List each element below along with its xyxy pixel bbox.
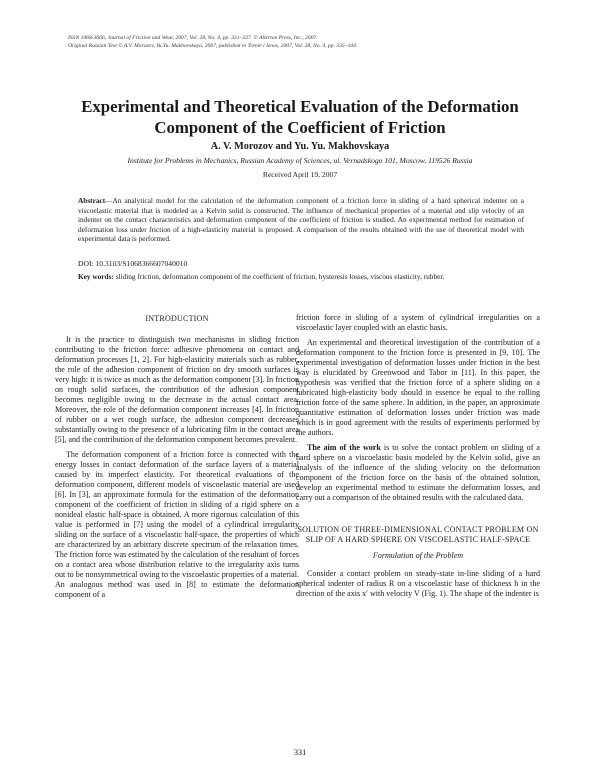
journal-header xyxy=(68,34,548,50)
paragraph: The deformation component of a friction force is connected with the energy losses in contact deformation of the surface layers of a material caused by its imperfect elasticity. For theoretical evaluations of the deformation component, different models of viscoelastic material are used [6]. In [3], an approximate formula for the estimation of the deformation component of the coefficient of friction in sliding of a rigid sphere on a nonideal elastic half-space is obtained. A more rigorous calculation of this value is performed in [7] using the model of a cylindrical irregularity sliding on the surface of a viscoelastic half-space, the properties of which are characterized by an arbitrary discrete spectrum of the relaxation times. The friction force was estimated by the calculation of the resultant of forces on a contact area whose distribution relative to the irregularity axis turns out to be nonsymmetrical owing to the viscoelastic properties of a material. An analogous method was used in [8] to estimate the deformation component of a xyxy=(55,450,299,599)
article-title: Experimental and Theoretical Evaluation of the Deformation Component of the Coefficient of Friction xyxy=(81,97,519,137)
paragraph: It is the practice to distinguish two mechanisms in sliding friction contributing to the friction force: adhesive phenomena on contact and deformation processes [1, 2]. For high-elasticity materials such as rubber, the role of the adhesion component of friction on dry smooth surfaces is very high: it is twice as much as the deformation component [3]. In friction on rough solid surfaces, the contribution of the adhesion component becomes negligible owing to the decrease in the actual contact area. Moreover, the role of the deformation component increases [4]. In friction of rubber on a wet rough surface, the adhesion component decreases substantially owing to the presence of a lubricating film in the contact area [5], and the contribution of the deformation component becomes prevalent. xyxy=(55,335,299,444)
abstract-label: Abstract xyxy=(78,196,106,205)
page-number: 331 xyxy=(293,748,307,757)
left-column xyxy=(55,314,299,600)
journal-header-line-2: Original Russian Text © A.V. Morozov, Yu.Yu. Makhovskaya, 2007, published in Trenie i Iznos, 2007, Vol. 28, No. 4, pp. 335–344. xyxy=(68,43,358,49)
doi: DOI: 10.3103/S1068366607040010 xyxy=(78,259,188,268)
paragraph: Consider a contact problem on steady-state in-line sliding of a hard spherical indenter of radius R on a viscoelastic base of thickness h in the direction of the axis x′ with velocity V (Fig. 1). The shape of the indenter is xyxy=(296,569,540,598)
aim-label: The aim of the work xyxy=(307,443,381,452)
paragraph-aim xyxy=(296,443,540,503)
author-affiliation: Institute for Problems in Mechanics, Russian Academy of Sciences, ul. Vernadskogo 101, Moscow, 119526 Russia xyxy=(127,156,473,165)
article-authors: A. V. Morozov and Yu. Yu. Makhovskaya xyxy=(210,141,390,152)
keywords-text: sliding friction, deformation component of the coefficient of friction, hysteresis losses, viscous elasticity, rubber. xyxy=(113,272,445,281)
keywords xyxy=(78,272,524,282)
paragraph: friction force in sliding of a system of cylindrical irregularities on a viscoelastic layer coupled with an elastic basis. xyxy=(296,313,540,332)
keywords-label: Key words: xyxy=(78,272,114,281)
subsection-title: Formulation of the Problem xyxy=(372,551,464,560)
section-title-solution: SOLUTION OF THREE-DIMENSIONAL CONTACT PROBLEM ON SLIP OF A HARD SPHERE ON VISCOELASTIC HALF-SPACE xyxy=(297,525,539,544)
aim-text: is to solve the contact problem on sliding of a hard sphere on a viscoelastic basis modeled by the Kelvin solid, give an analysis of the influence of the sliding velocity on the deformation component of the friction force on the basis of the obtained solution, develop an experimental method to estimate the deformation losses, and carry out a comparison of the obtained results with the calculated data. xyxy=(296,443,540,502)
right-column xyxy=(296,313,540,599)
abstract-text: —An analytical model for the calculation of the deformation component of a friction force in sliding of a hard spherical indenter on a viscoelastic material that is modeled as a Kelvin solid is constructed. The influence of mechanical properties of a material and slip velocity of an indenter on the contact characteristics and deformation component of the coefficient of friction is studied. An experimental method for estimation of deformation loss under friction of a high-elasticity material is proposed. A comparison of the results obtained with the use of theoretical model with experimental data is performed. xyxy=(78,196,524,243)
abstract xyxy=(78,196,524,244)
paragraph: An experimental and theoretical investigation of the contribution of a deformation component to the friction force is presented in [9, 10]. The experimental investigation of deformation losses under friction in the best way is elucidated by Greenwood and Tabor in [11]. In this paper, the hypothesis was verified that the friction force of a sphere sliding on a lubricated high-elasticity body should in essence be equal to the rolling friction force of the same sphere. In addition, in the paper, an approximate quantitative estimation of deformation losses under friction was made which is in good agreement with the results of experiments performed by the authors. xyxy=(296,338,540,437)
received-date: Received April 19, 2007 xyxy=(262,170,338,179)
journal-header-line-1: ISSN 1068-3666, Journal of Friction and Wear, 2007, Vol. 28, No. 4, pp. 331–337. © Allerton Press, Inc., 2007. xyxy=(68,35,318,41)
section-title-introduction: INTRODUCTION xyxy=(145,314,209,323)
